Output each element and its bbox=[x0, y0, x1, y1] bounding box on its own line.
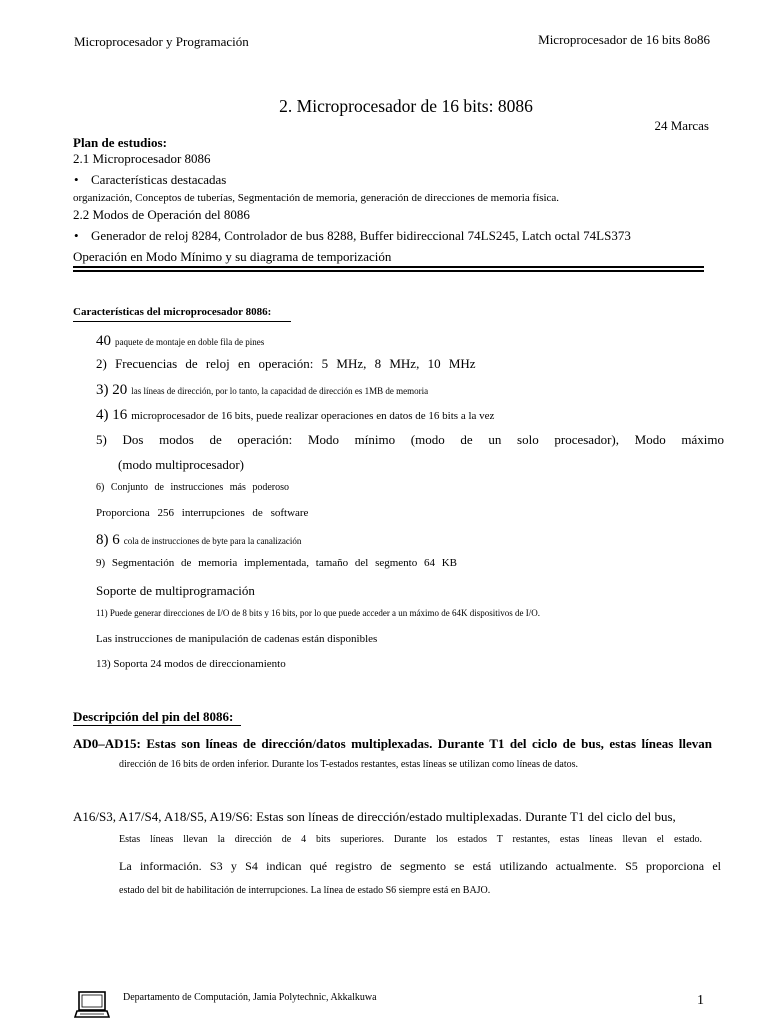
bullet-icon: • bbox=[74, 228, 79, 243]
heading-underline bbox=[73, 725, 241, 726]
feature-8-text: cola de instrucciones de byte para la canalización bbox=[123, 536, 302, 546]
feature-item-5-line2: (modo multiprocesador) bbox=[118, 457, 244, 472]
divider-rule bbox=[73, 266, 704, 268]
pin-ad-line1: AD0–AD15: Estas son líneas de dirección/datos multiplexadas. Durante T1 del ciclo de bus, estas líneas llevan bbox=[73, 736, 712, 751]
syllabus-bullet-1: Características destacadas bbox=[91, 172, 227, 187]
feature-1-text: paquete de montaje en doble fila de pines bbox=[115, 337, 265, 347]
pin-a16-line1: A16/S3, A17/S4, A18/S5, A19/S6: Estas son líneas de dirección/estado multiplexadas. Durante T1 del ciclo del bus, bbox=[73, 809, 676, 824]
feature-item-10: Soporte de multiprogramación bbox=[96, 583, 255, 598]
feature-item-9: 9) Segmentación de memoria implementada, tamaño del segmento 64 KB bbox=[96, 557, 458, 569]
syllabus-detail-1: organización, Conceptos de tuberías, Segmentación de memoria, generación de direcciones de memoria física. bbox=[73, 192, 560, 204]
marks-label: 24 Marcas bbox=[654, 118, 709, 133]
syllabus-section-2-2: 2.2 Modos de Operación del 8086 bbox=[73, 207, 250, 222]
header-left: Microprocesador y Programación bbox=[74, 34, 249, 49]
feature-item-8 bbox=[96, 531, 301, 549]
divider-rule bbox=[73, 270, 704, 272]
feature-item-11: 11) Puede generar direcciones de I/O de 8 bits y 16 bits, por lo que puede acceder a un máximo de 64K dispositivos de I/O. bbox=[96, 608, 541, 618]
syllabus-section-2-1: 2.1 Microprocesador 8086 bbox=[73, 151, 211, 166]
syllabus-detail-2: Operación en Modo Mínimo y su diagrama de temporización bbox=[73, 249, 392, 264]
page-title: 2. Microprocesador de 16 bits: 8086 bbox=[279, 96, 533, 116]
feature-3-number: 3) 20 bbox=[96, 382, 128, 398]
feature-item-6: 6) Conjunto de instrucciones más poderoso bbox=[96, 482, 290, 493]
pins-heading: Descripción del pin del 8086: bbox=[73, 709, 234, 724]
feature-item-5-line1: 5) Dos modos de operación: Modo mínimo (modo de un solo procesador), Modo máximo bbox=[96, 432, 724, 447]
feature-1-number: 40 bbox=[96, 333, 111, 349]
feature-8-number: 8) 6 bbox=[96, 532, 120, 548]
feature-item-7: Proporciona 256 interrupciones de software bbox=[96, 507, 309, 519]
feature-item-13: 13) Soporta 24 modos de direccionamiento bbox=[96, 658, 286, 670]
pin-a16-line4: estado del bit de habilitación de interrupciones. La línea de estado S6 siempre está en BAJO. bbox=[119, 885, 491, 896]
feature-4-number: 4) 16 bbox=[96, 407, 128, 423]
pin-a16-line3: La información. S3 y S4 indican qué registro de segmento se está utilizando actualmente. S5 proporciona el bbox=[119, 859, 721, 873]
laptop-icon bbox=[74, 991, 110, 1021]
feature-item-3 bbox=[96, 381, 428, 399]
header-right: Microprocesador de 16 bits 8o86 bbox=[538, 32, 710, 47]
features-heading: Características del microprocesador 8086: bbox=[73, 306, 272, 318]
syllabus-heading: Plan de estudios: bbox=[73, 135, 167, 150]
feature-item-12: Las instrucciones de manipulación de cadenas están disponibles bbox=[96, 633, 378, 645]
feature-4-text: microprocesador de 16 bits, puede realizar operaciones en datos de 16 bits a la vez bbox=[131, 410, 495, 422]
syllabus-bullet-2: Generador de reloj 8284, Controlador de bus 8288, Buffer bidireccional 74LS245, Latch octal 74LS373 bbox=[91, 228, 631, 243]
footer-department: Departamento de Computación, Jamia Polytechnic, Akkalkuwa bbox=[123, 992, 377, 1003]
page-number: 1 bbox=[697, 993, 704, 1008]
feature-3-text: las líneas de dirección, por lo tanto, la capacidad de dirección es 1MB de memoria bbox=[131, 386, 429, 396]
bullet-icon: • bbox=[74, 172, 79, 187]
feature-item-4 bbox=[96, 406, 494, 424]
feature-item-2: 2) Frecuencias de reloj en operación: 5 MHz, 8 MHz, 10 MHz bbox=[96, 356, 476, 371]
pin-ad-line2: dirección de 16 bits de orden inferior. Durante los T-estados restantes, estas líneas se utilizan como líneas de datos. bbox=[119, 759, 579, 770]
heading-underline bbox=[73, 321, 291, 322]
feature-item-1 bbox=[96, 332, 264, 350]
pin-a16-line2: Estas líneas llevan la dirección de 4 bits superiores. Durante los estados T restantes, estas líneas llevan el estado. bbox=[119, 834, 702, 845]
